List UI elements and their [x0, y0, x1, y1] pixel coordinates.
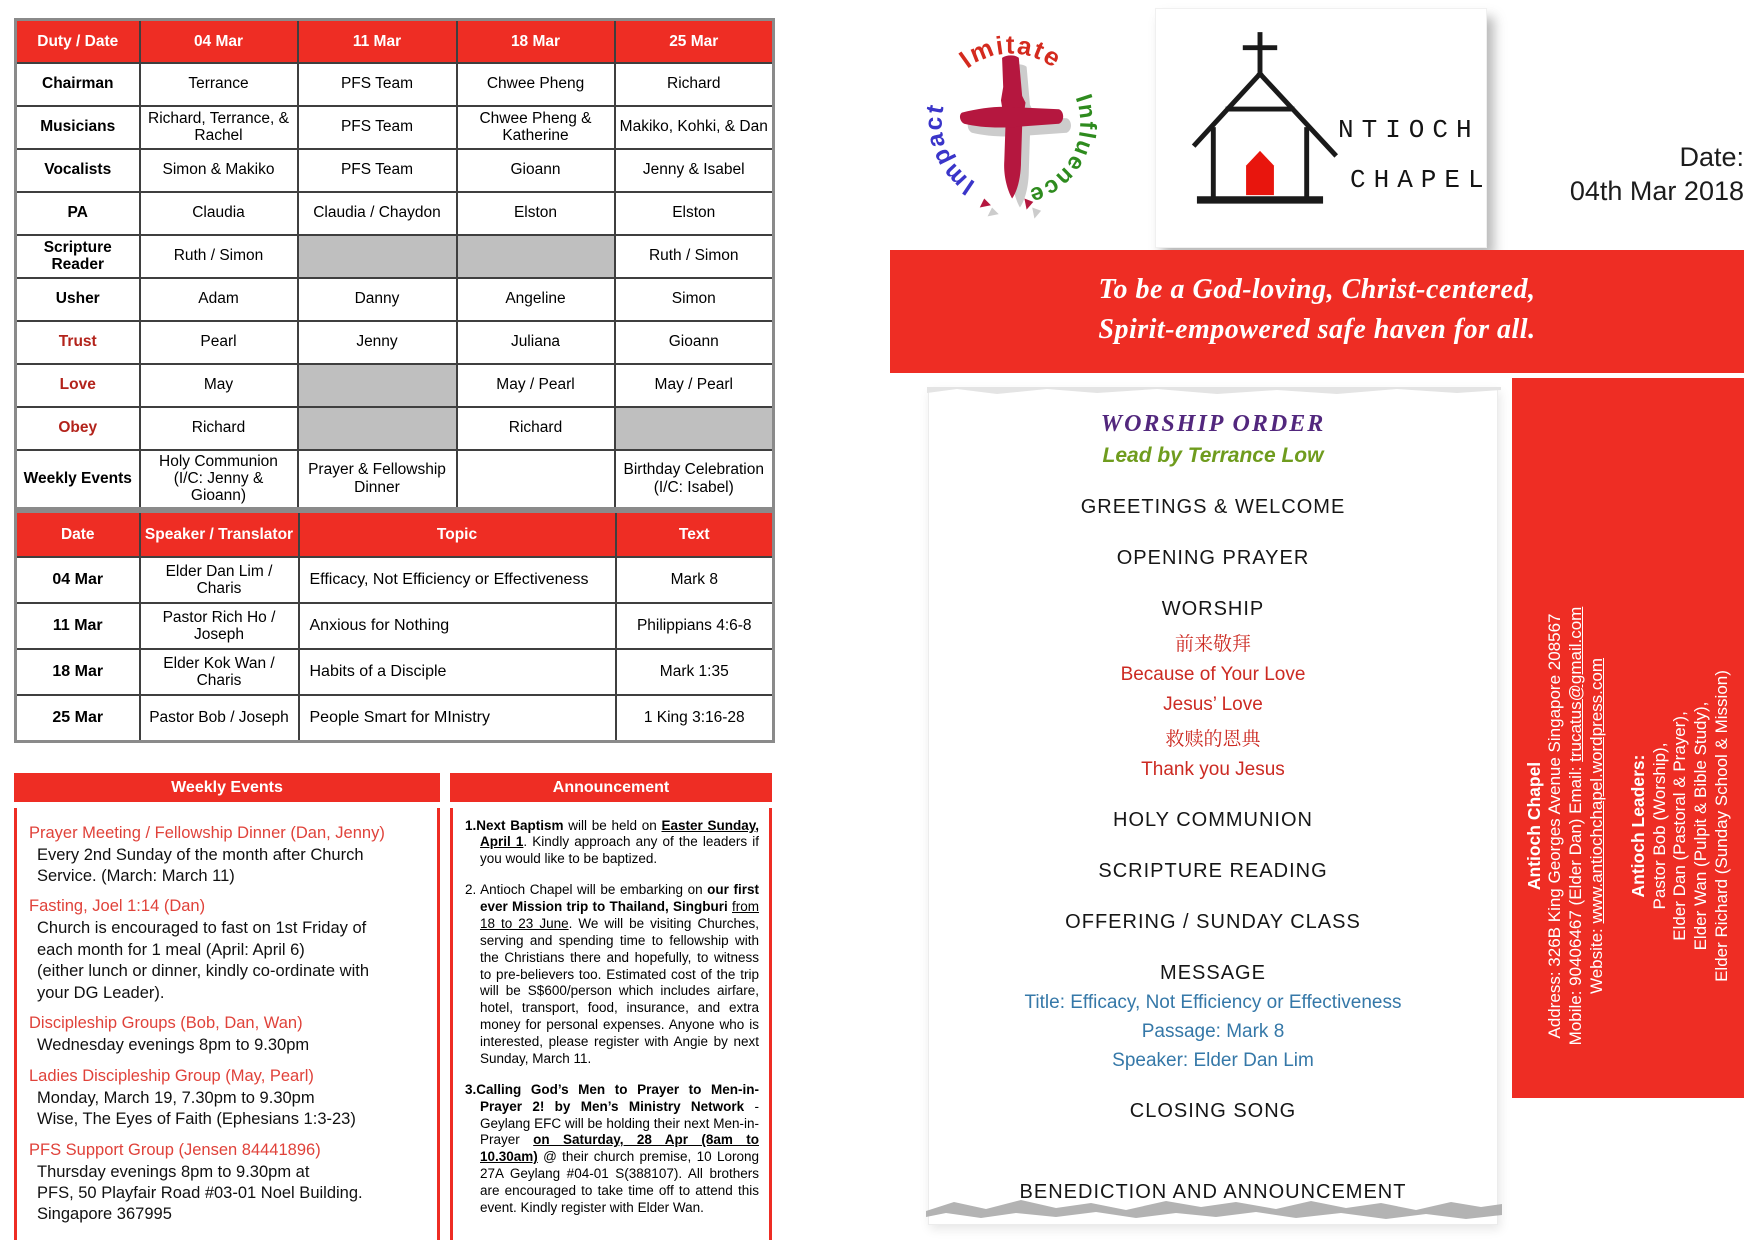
text-segment: from 18 to 23 June — [480, 899, 759, 931]
duty-row-label: Obey — [16, 407, 140, 450]
date-value: 04th Mar 2018 — [1569, 175, 1744, 206]
duty-row — [16, 106, 774, 149]
duty-cell: Richard — [615, 63, 774, 106]
duty-cell — [457, 450, 615, 509]
weekly-event-title: Fasting, Joel 1:14 (Dan) — [29, 897, 206, 916]
duty-cell: Makiko, Kohki, & Dan — [615, 106, 774, 149]
worship-order-lead: Lead by Terrance Low — [1102, 444, 1324, 467]
imitate-influence-impact-logo — [905, 20, 1117, 232]
duty-cell: PFS Team — [298, 63, 457, 106]
worship-order-item-main: MESSAGE — [1160, 962, 1266, 984]
antioch-chapel-logo-card — [1155, 8, 1492, 248]
duty-cell: Simon & Makiko — [140, 149, 298, 192]
duty-cell: Claudia — [140, 192, 298, 235]
duty-header-row — [16, 20, 774, 63]
weekly-event-title: PFS Support Group (Jensen 84441896) — [29, 1140, 321, 1159]
worship-order-paper — [928, 388, 1498, 1225]
duty-row — [16, 63, 774, 106]
sermon-topic: Habits of a Disciple — [299, 649, 616, 695]
worship-order-item-main: SCRIPTURE READING — [1098, 860, 1328, 882]
weekly-event-line: Thursday evenings 8pm to 9.30pm at — [37, 1162, 310, 1181]
duty-cell — [615, 407, 774, 450]
duty-row — [16, 407, 774, 450]
worship-order-item-main: GREETINGS & WELCOME — [1080, 496, 1346, 518]
text-segment: our first ever Mission trip to Thailand, Singburi — [480, 882, 759, 915]
worship-order-item-main: OPENING PRAYER — [1116, 547, 1310, 569]
duty-column-header: Duty / Date — [16, 20, 140, 63]
duty-row-label: Weekly Events — [16, 450, 140, 509]
duty-cell: Chwee Pheng — [457, 63, 615, 106]
contact-sidebar-text — [1512, 470, 1744, 1182]
sidebar-line — [1545, 470, 1566, 1182]
duty-cell: Gioann — [457, 149, 615, 192]
duty-cell — [298, 407, 457, 450]
left-page — [14, 18, 772, 1240]
duty-cell: PFS Team — [298, 149, 457, 192]
sermon-date: 25 Mar — [16, 695, 140, 741]
sermon-text: Philippians 4:6-8 — [616, 603, 774, 649]
weekly-event-item — [29, 1141, 429, 1226]
sermon-row — [16, 557, 774, 603]
text-segment: on Saturday, 28 Apr (8am to 10.30am) — [480, 1132, 760, 1165]
sidebar-line — [1628, 470, 1650, 1182]
sidebar-line — [1524, 470, 1546, 1182]
duty-cell — [298, 235, 457, 278]
duty-row-label: PA — [16, 192, 140, 235]
text-segment: Next Baptism — [476, 817, 564, 833]
mission-line-2: Spirit-empowered safe haven for all. — [1098, 313, 1536, 345]
duty-cell: May — [140, 364, 298, 407]
weekly-event-line: Monday, March 19, 7.30pm to 9.30pm — [37, 1088, 315, 1107]
weekly-event-line: Church is encouraged to fast on 1st Friday of — [37, 919, 367, 938]
duty-cell: Richard, Terrance, & Rachel — [140, 106, 298, 149]
weekly-event-line: Singapore 367995 — [37, 1205, 172, 1224]
duty-cell: Elston — [615, 192, 774, 235]
duty-cell — [457, 235, 615, 278]
duty-cell: Pearl — [140, 321, 298, 364]
duty-cell: Simon — [615, 278, 774, 321]
worship-order-title: WORSHIP ORDER — [1100, 411, 1326, 437]
weekly-event-line: your DG Leader). — [37, 983, 165, 1002]
text-segment: - Geylang EFC will be holding their next Men-in-Prayer — [480, 1098, 760, 1148]
text-segment: 1. — [465, 817, 477, 833]
worship-order-item-main: HOLY COMMUNION — [1113, 809, 1313, 831]
mission-banner — [890, 250, 1744, 373]
torn-edge-bottom — [926, 1195, 1502, 1221]
announcement-item — [465, 818, 759, 869]
weekly-event-title: Discipleship Groups (Bob, Dan, Wan) — [29, 1014, 303, 1033]
sermon-speaker: Elder Dan Lim / Charis — [140, 557, 299, 603]
duty-row — [16, 364, 774, 407]
sermon-header-row — [16, 511, 774, 557]
sermon-row — [16, 695, 774, 741]
church-icon — [1174, 23, 1346, 223]
duty-cell: Elston — [457, 192, 615, 235]
sidebar-line — [1607, 470, 1627, 1182]
sermon-topic: Anxious for Nothing — [299, 603, 616, 649]
sermon-date: 11 Mar — [16, 603, 140, 649]
worship-order-item-info: Title: Efficacy, Not Efficiency or Effectiveness — [1024, 992, 1402, 1013]
weekly-event-title: Ladies Discipleship Group (May, Pearl) — [29, 1066, 314, 1085]
text-segment: will be held on — [563, 817, 662, 833]
duty-column-header: 11 Mar — [298, 20, 457, 63]
sermon-row — [16, 649, 774, 695]
worship-order-item-main: WORSHIP — [1161, 598, 1265, 620]
duty-cell: Terrance — [140, 63, 298, 106]
weekly-event-line: Wise, The Eyes of Faith (Ephesians 1:3-23) — [37, 1110, 356, 1129]
weekly-events-header: Weekly Events — [14, 773, 440, 802]
sidebar-line — [1691, 470, 1712, 1182]
section-header-bars — [14, 773, 772, 802]
sermon-date: 04 Mar — [16, 557, 140, 603]
sermon-speaker: Pastor Bob / Joseph — [140, 695, 299, 741]
sermon-topic: People Smart for MInistry — [299, 695, 616, 741]
duty-row — [16, 450, 774, 509]
duty-row-label: Chairman — [16, 63, 140, 106]
sermon-column-header: Topic — [299, 511, 616, 557]
text-segment: Mobile: 90406467 (Elder Dan) Email: — [1565, 761, 1585, 1046]
sidebar-line — [1650, 470, 1671, 1182]
contact-sidebar — [1512, 378, 1744, 1098]
worship-order-list — [929, 496, 1497, 1204]
text-segment: Pastor Bob (Worship), — [1649, 742, 1669, 910]
brand-name-ntioch: NTIOCH — [1338, 115, 1480, 145]
duty-cell: Jenny & Isabel — [615, 149, 774, 192]
duty-cell: Claudia / Chaydon — [298, 192, 457, 235]
duty-column-header: 25 Mar — [615, 20, 774, 63]
weekly-event-line: Service. (March: March 11) — [37, 867, 235, 886]
logo-word-influence: Influence — [1025, 90, 1102, 211]
duty-cell: Danny — [298, 278, 457, 321]
duty-row-label: Vocalists — [16, 149, 140, 192]
sermon-column-header: Speaker / Translator — [140, 511, 299, 557]
duty-row-label: Love — [16, 364, 140, 407]
duty-row — [16, 235, 774, 278]
text-segment: 3. — [465, 1081, 477, 1097]
weekly-event-item — [29, 1014, 429, 1056]
duty-row-label: Musicians — [16, 106, 140, 149]
duty-cell: Gioann — [615, 321, 774, 364]
sermon-topic: Efficacy, Not Efficiency or Effectiveness — [299, 557, 616, 603]
text-segment: Website: — [1586, 923, 1606, 995]
sermon-column-header: Text — [616, 511, 774, 557]
announcement-box — [450, 808, 772, 1240]
church-door — [1246, 151, 1274, 195]
sermon-date: 18 Mar — [16, 649, 140, 695]
weekly-event-line: PFS, 50 Playfair Road #03-01 Noel Building. — [37, 1183, 363, 1202]
sidebar-line — [1566, 470, 1587, 1182]
duty-row — [16, 192, 774, 235]
text-segment: Address: 326B King Georges Avenue Singapore 208567 — [1545, 613, 1565, 1039]
text-segment: Antioch Leaders: — [1627, 754, 1648, 898]
worship-order-item-song: Thank you Jesus — [1141, 759, 1285, 780]
text-segment: Elder Dan (Pastoral & Prayer), — [1670, 711, 1690, 941]
sermon-column-header: Date — [16, 511, 140, 557]
sermon-text: Mark 8 — [616, 557, 774, 603]
date-label: Date: — [1679, 142, 1744, 172]
duty-column-header: 04 Mar — [140, 20, 298, 63]
announcement-header: Announcement — [450, 773, 772, 802]
text-segment: Elder Richard (Sunday School & Mission) — [1711, 670, 1731, 982]
duty-cell: Angeline — [457, 278, 615, 321]
weekly-event-item — [29, 1067, 429, 1131]
worship-order-item-song: 救赎的恩典 — [1165, 729, 1261, 750]
duty-row — [16, 149, 774, 192]
duty-column-header: 18 Mar — [457, 20, 615, 63]
duty-row — [16, 278, 774, 321]
worship-order-item-info: Passage: Mark 8 — [1141, 1021, 1285, 1042]
duty-row — [16, 321, 774, 364]
text-segment: Antioch Chapel — [1523, 761, 1544, 891]
duty-cell: Birthday Celebration (I/C: Isabel) — [615, 450, 774, 509]
duty-cell: Ruth / Simon — [615, 235, 774, 278]
duty-roster-table — [14, 18, 775, 510]
duty-cell — [298, 364, 457, 407]
logo-word-imitate: Imitate — [954, 31, 1067, 74]
duty-cell: Richard — [140, 407, 298, 450]
duty-cell: Holy Communion (I/C: Jenny & Gioann) — [140, 450, 298, 509]
logo-word-impact: Impact — [920, 101, 980, 200]
duty-cell: May / Pearl — [457, 364, 615, 407]
sidebar-line — [1587, 470, 1608, 1182]
sermon-speaker: Elder Kok Wan / Charis — [140, 649, 299, 695]
mission-line-1: To be a God-loving, Christ-centered, — [1098, 274, 1536, 305]
worship-order-item-final: BENEDICTION AND ANNOUNCEMENT — [1019, 1181, 1407, 1203]
announcement-item — [465, 882, 759, 1068]
bottom-boxes — [14, 808, 772, 1240]
text-segment: Elder Wan (Pulpit & Bible Study), — [1691, 701, 1711, 951]
duty-cell: Juliana — [457, 321, 615, 364]
duty-cell: PFS Team — [298, 106, 457, 149]
duty-row-label: Trust — [16, 321, 140, 364]
duty-cell: Richard — [457, 407, 615, 450]
sermon-speaker: Pastor Rich Ho / Joseph — [140, 603, 299, 649]
announcement-item — [465, 1082, 759, 1217]
worship-order-item-main: OFFERING / SUNDAY CLASS — [1065, 911, 1361, 933]
weekly-event-item — [29, 897, 429, 1004]
duty-cell: Chwee Pheng & Katherine — [457, 106, 615, 149]
duty-row-label: Usher — [16, 278, 140, 321]
sidebar-line — [1670, 470, 1691, 1182]
sidebar-line — [1712, 470, 1733, 1182]
duty-cell: Adam — [140, 278, 298, 321]
weekly-event-item — [29, 824, 429, 888]
text-segment: www.antiochchapel.wordpress.com — [1586, 657, 1606, 924]
worship-order-item-song: Jesus’ Love — [1163, 694, 1263, 715]
duty-table-body — [16, 63, 774, 509]
sermon-text: 1 King 3:16-28 — [616, 695, 774, 741]
date-block — [1544, 141, 1744, 209]
text-segment: 2. Antioch Chapel will be embarking on — [465, 882, 708, 898]
sermon-row — [16, 603, 774, 649]
duty-row-label: Scripture Reader — [16, 235, 140, 278]
weekly-event-line: Every 2nd Sunday of the month after Church — [37, 845, 364, 864]
weekly-event-line: (either lunch or dinner, kindly co-ordinate with — [37, 962, 370, 981]
weekly-event-line: Wednesday evenings 8pm to 9.30pm — [37, 1036, 310, 1055]
sermon-text: Mark 1:35 — [616, 649, 774, 695]
weekly-event-title: Prayer Meeting / Fellowship Dinner (Dan, Jenny) — [29, 823, 385, 842]
worship-order-item-song: 前来敬拜 — [1174, 634, 1251, 655]
sermon-table-body — [16, 557, 774, 741]
text-segment: trucatus@gmail.com — [1565, 606, 1585, 762]
brand-name-chapel: CHAPEL — [1350, 165, 1492, 195]
text-segment: Easter Sunday, April 1 — [480, 817, 759, 850]
worship-order-item-main: CLOSING SONG — [1129, 1100, 1297, 1122]
worship-order-item-song: Because of Your Love — [1120, 664, 1306, 685]
text-segment: . Kindly approach any of the leaders if you would like to be baptized. — [480, 834, 760, 867]
text-segment: Calling God’s Men to Prayer to Men-in-Prayer 2! by Men’s Ministry Network — [476, 1081, 759, 1114]
text-segment: . We will be visiting Churches, serving and spending time to fellowship with the Christians there and hopefully, to witness to pre-believers too. Estimated cost of the trip will be S$600/person which includes airfare, hotel, transport, food, insurance, and extra money for personal expenses. Anyone who is interested, please register with Angie by next Sunday, March 11. — [480, 915, 759, 1066]
weekly-events-box — [14, 808, 440, 1240]
sermon-schedule-table — [14, 510, 775, 743]
text-segment: @ their church premise, 10 Lorong 27A Geylang #04-01 S(388107). All brothers are encouraged to take time off to attend this event. Kindly register with Elder Wan. — [480, 1149, 759, 1215]
duty-cell: Ruth / Simon — [140, 235, 298, 278]
weekly-event-line: each month for 1 meal (April: April 6) — [37, 940, 305, 959]
duty-cell: Jenny — [298, 321, 457, 364]
duty-cell: Prayer & Fellowship Dinner — [298, 450, 457, 509]
worship-order-item-info: Speaker: Elder Dan Lim — [1112, 1050, 1314, 1071]
torn-edge-top — [927, 387, 1501, 397]
duty-cell: May / Pearl — [615, 364, 774, 407]
